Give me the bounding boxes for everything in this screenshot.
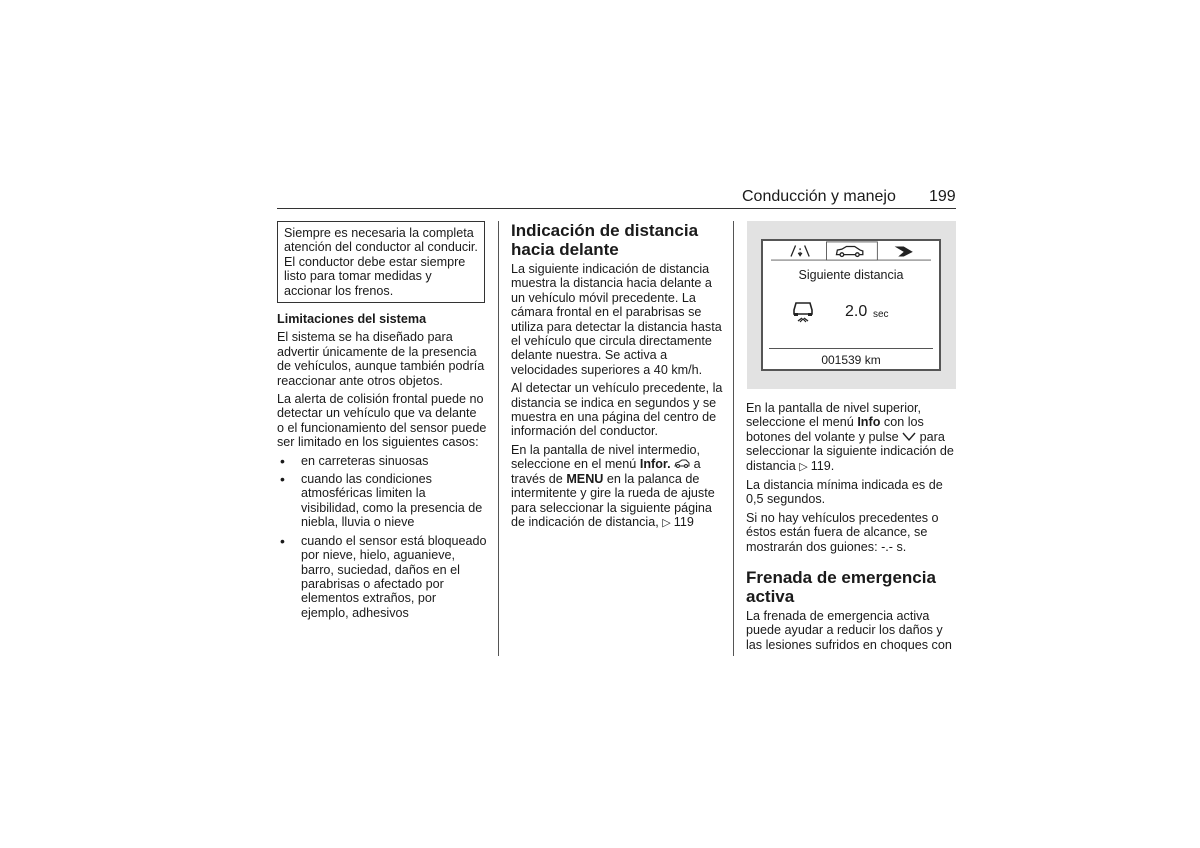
note-box (277, 221, 485, 303)
list-item: • cuando el sensor está bloqueado por nieve, hielo, aguanieve, barro, suciedad, daños en el parabrisas o afectado por elementos extraños, por ejemplo, adhesivos (277, 534, 487, 620)
header-rule (277, 208, 956, 209)
bullet-list (277, 454, 487, 620)
paragraph: El sistema se ha diseñado para advertir únicamente de la presencia de vehículos, aunque también podría reaccionar ante otros objetos. (277, 330, 485, 388)
subheading: Limitaciones del sistema (277, 312, 427, 326)
display-title: Siguiente distancia (798, 268, 904, 282)
display-divider (769, 348, 933, 349)
chevron-down-icon (902, 430, 916, 444)
list-item: • en carreteras sinuosas (277, 454, 487, 468)
paragraph: En la pantalla de nivel intermedio, seleccione en el menú Infor. a través de MENU en la palanca de intermitente y gire la rueda de ajuste para seleccionar la siguiente página de indicación de distancia, ▷ 119 (511, 442, 715, 529)
section-title: Conducción y manejo (742, 188, 896, 205)
paragraph: La frenada de emergencia activa puede ayudar a reducir los daños y las lesiones sufridos en choques con (746, 609, 952, 652)
paragraph: En la pantalla de nivel superior, seleccione el menú Info con los botones del volante y pulse para seleccionar la siguiente indicación de distancia ▷ 119. (746, 401, 954, 473)
page-ref: 119. (810, 458, 835, 473)
page-ref-icon: ▷ (662, 516, 674, 529)
column-divider (498, 221, 499, 656)
menu-name: Infor. (639, 457, 671, 472)
paragraph: Si no hay vehículos precedentes o éstos están fuera de alcance, se mostrarán dos guiones: -.- s. (746, 510, 939, 554)
column-1 (277, 312, 487, 624)
display-tabs (763, 241, 939, 261)
paragraph: La alerta de colisión frontal puede no detectar un vehículo que va delante o el funcionamiento del sensor puede ser limitado en los siguientes casos: (277, 392, 487, 450)
paragraph: La siguiente indicación de distancia muestra la distancia hacia delante a un vehículo móvil precedente. La cámara frontal en el parabrisas se utiliza para detectar la distancia hasta el vehículo que circula directamente delante nuestra. Se activa a velocidades superiores a 40 km/h. (511, 262, 722, 377)
note-text: Siempre es necesaria la completa atención del conductor al conducir. El conductor debe estar siempre listo para tomar medidas y accionar los frenos. (284, 226, 478, 298)
driver-info-display (761, 239, 941, 371)
following-distance-icon (789, 297, 817, 323)
paragraph: Al detectar un vehículo precedente, la distancia se indica en segundos y se muestra en una página del centro de información del conductor. (511, 381, 723, 439)
list-item: • cuando las condiciones atmosféricas limiten la visibilidad, como la presencia de niebla, lluvia o nieve (277, 472, 487, 530)
page-ref-icon: ▷ (799, 460, 811, 473)
column-3 (746, 401, 958, 656)
distance-value: 2.0 (845, 303, 868, 320)
paragraph: La distancia mínima indicada es de 0,5 segundos. (746, 478, 943, 507)
menu-button-name: MENU (566, 471, 604, 486)
menu-name: Info (857, 415, 881, 430)
section-heading: Indicación de distancia hacia delante (511, 221, 699, 259)
page-number: 199 (929, 188, 956, 205)
section-heading: Frenada de emergencia activa (746, 568, 936, 607)
car-icon (671, 457, 691, 471)
odometer: 001539 km (821, 353, 881, 367)
column-divider (733, 221, 734, 656)
column-2 (511, 221, 723, 534)
distance-unit: sec (873, 309, 889, 320)
page-ref: 119 (673, 514, 694, 529)
